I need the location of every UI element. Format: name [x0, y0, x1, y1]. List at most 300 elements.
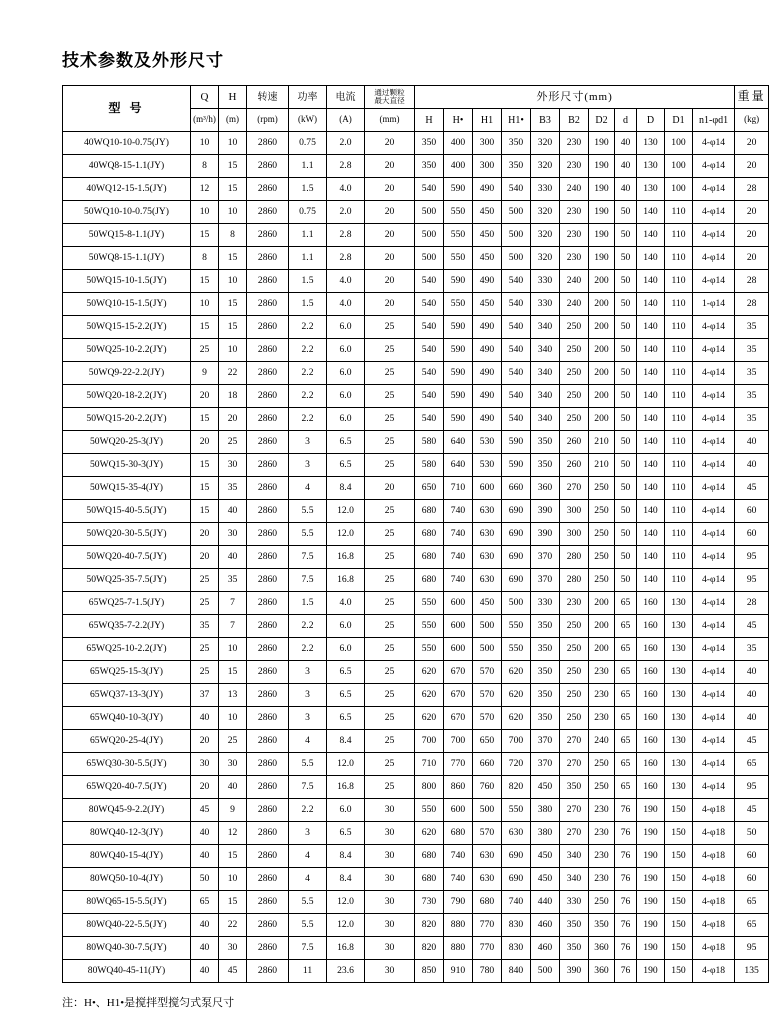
cell-particle: 25: [365, 569, 415, 592]
cell-dim-4: 320: [531, 247, 560, 270]
table-row: [63, 270, 769, 293]
cell-dim-5: 250: [560, 707, 589, 730]
cell-h: 10: [219, 707, 247, 730]
cell-h: 15: [219, 845, 247, 868]
table-row: [63, 132, 769, 155]
cell-weight: 28: [735, 592, 769, 615]
cell-dim-7: 50: [615, 270, 637, 293]
cell-particle: 25: [365, 454, 415, 477]
cell-h: 10: [219, 339, 247, 362]
cell-dim-10: 4-φ18: [693, 891, 735, 914]
cell-dim-10: 4-φ14: [693, 408, 735, 431]
cell-weight: 35: [735, 362, 769, 385]
cell-dim-5: 250: [560, 684, 589, 707]
cell-dim-1: 710: [444, 477, 473, 500]
cell-dim-8: 190: [637, 891, 665, 914]
cell-dim-2: 490: [473, 408, 502, 431]
cell-dim-4: 380: [531, 799, 560, 822]
cell-q: 20: [191, 385, 219, 408]
cell-dim-2: 490: [473, 178, 502, 201]
table-row: [63, 201, 769, 224]
cell-dim-8: 190: [637, 937, 665, 960]
cell-dim-4: 320: [531, 132, 560, 155]
cell-current: 12.0: [327, 914, 365, 937]
cell-current: 6.5: [327, 822, 365, 845]
cell-dim-7: 50: [615, 247, 637, 270]
cell-weight: 95: [735, 546, 769, 569]
cell-weight: 35: [735, 408, 769, 431]
table-row: [63, 523, 769, 546]
cell-model: 65WQ20-40-7.5(JY): [63, 776, 191, 799]
cell-h: 10: [219, 132, 247, 155]
cell-dim-8: 140: [637, 408, 665, 431]
cell-dim-1: 670: [444, 707, 473, 730]
cell-dim-0: 680: [415, 523, 444, 546]
table-row: [63, 546, 769, 569]
cell-dim-5: 230: [560, 224, 589, 247]
cell-weight: 45: [735, 799, 769, 822]
cell-dim-0: 540: [415, 339, 444, 362]
cell-dim-7: 50: [615, 385, 637, 408]
cell-dim-3: 350: [502, 155, 531, 178]
cell-q: 20: [191, 546, 219, 569]
dim-col-d2: D2: [589, 109, 615, 132]
cell-dim-10: 4-φ14: [693, 500, 735, 523]
cell-current: 6.0: [327, 339, 365, 362]
cell-dim-10: 4-φ18: [693, 822, 735, 845]
cell-dim-8: 160: [637, 753, 665, 776]
cell-h: 30: [219, 937, 247, 960]
cell-dim-1: 400: [444, 155, 473, 178]
cell-dim-5: 250: [560, 661, 589, 684]
cell-dim-10: 4-φ14: [693, 339, 735, 362]
table-row: [63, 707, 769, 730]
cell-dim-0: 550: [415, 615, 444, 638]
cell-dim-5: 230: [560, 592, 589, 615]
cell-dim-5: 280: [560, 569, 589, 592]
cell-dim-5: 330: [560, 891, 589, 914]
cell-dim-4: 350: [531, 661, 560, 684]
cell-dim-5: 250: [560, 339, 589, 362]
cell-dim-7: 50: [615, 201, 637, 224]
cell-dim-8: 140: [637, 270, 665, 293]
cell-dim-3: 540: [502, 178, 531, 201]
cell-dim-5: 260: [560, 454, 589, 477]
cell-particle: 25: [365, 638, 415, 661]
cell-model: 50WQ15-35-4(JY): [63, 477, 191, 500]
cell-model: 50WQ15-10-1.5(JY): [63, 270, 191, 293]
cell-power: 7.5: [289, 546, 327, 569]
cell-dim-9: 150: [665, 822, 693, 845]
cell-power: 7.5: [289, 569, 327, 592]
cell-dim-3: 820: [502, 776, 531, 799]
cell-dim-7: 65: [615, 707, 637, 730]
cell-particle: 25: [365, 339, 415, 362]
cell-weight: 45: [735, 477, 769, 500]
cell-dim-7: 65: [615, 592, 637, 615]
cell-q: 9: [191, 362, 219, 385]
cell-model: 50WQ25-10-2.2(JY): [63, 339, 191, 362]
cell-power: 2.2: [289, 362, 327, 385]
cell-model: 50WQ20-40-7.5(JY): [63, 546, 191, 569]
cell-dim-0: 620: [415, 661, 444, 684]
cell-dim-7: 50: [615, 293, 637, 316]
cell-speed: 2860: [247, 362, 289, 385]
cell-dim-5: 280: [560, 546, 589, 569]
cell-model: 65WQ30-30-5.5(JY): [63, 753, 191, 776]
cell-particle: 20: [365, 247, 415, 270]
cell-dim-6: 200: [589, 615, 615, 638]
dim-col-b2: B2: [560, 109, 589, 132]
cell-current: 12.0: [327, 891, 365, 914]
cell-current: 6.5: [327, 684, 365, 707]
cell-dim-4: 460: [531, 914, 560, 937]
cell-dim-1: 770: [444, 753, 473, 776]
cell-dim-0: 580: [415, 454, 444, 477]
cell-dim-8: 130: [637, 155, 665, 178]
table-row: [63, 362, 769, 385]
cell-dim-1: 590: [444, 362, 473, 385]
cell-q: 15: [191, 408, 219, 431]
cell-power: 7.5: [289, 776, 327, 799]
cell-dim-4: 390: [531, 500, 560, 523]
col-header-particle: [365, 86, 415, 109]
cell-dim-3: 740: [502, 891, 531, 914]
cell-dim-2: 450: [473, 247, 502, 270]
cell-q: 40: [191, 822, 219, 845]
cell-q: 40: [191, 707, 219, 730]
cell-dim-8: 160: [637, 776, 665, 799]
cell-speed: 2860: [247, 845, 289, 868]
cell-particle: 25: [365, 776, 415, 799]
cell-dim-10: 4-φ14: [693, 477, 735, 500]
cell-dim-1: 550: [444, 224, 473, 247]
cell-model: 65WQ20-25-4(JY): [63, 730, 191, 753]
cell-particle: 25: [365, 362, 415, 385]
cell-h: 35: [219, 477, 247, 500]
cell-power: 4: [289, 477, 327, 500]
cell-weight: 20: [735, 201, 769, 224]
cell-dim-8: 140: [637, 316, 665, 339]
cell-model: 50WQ8-15-1.1(JY): [63, 247, 191, 270]
cell-h: 15: [219, 247, 247, 270]
cell-weight: 135: [735, 960, 769, 983]
cell-power: 2.2: [289, 339, 327, 362]
cell-dim-2: 570: [473, 684, 502, 707]
table-row: [63, 914, 769, 937]
cell-dim-5: 240: [560, 178, 589, 201]
cell-dim-2: 630: [473, 845, 502, 868]
cell-dim-1: 600: [444, 799, 473, 822]
cell-dim-8: 190: [637, 845, 665, 868]
cell-dim-3: 690: [502, 868, 531, 891]
cell-dim-7: 65: [615, 638, 637, 661]
cell-speed: 2860: [247, 339, 289, 362]
cell-dim-10: 4-φ14: [693, 155, 735, 178]
col-header-dimensions: 外形尺寸(mm): [415, 86, 735, 109]
cell-dim-5: 340: [560, 868, 589, 891]
cell-dim-7: 50: [615, 477, 637, 500]
table-row: [63, 592, 769, 615]
cell-weight: 20: [735, 132, 769, 155]
table-row: [63, 155, 769, 178]
cell-dim-8: 190: [637, 914, 665, 937]
cell-weight: 65: [735, 891, 769, 914]
cell-dim-6: 190: [589, 201, 615, 224]
cell-dim-8: 140: [637, 523, 665, 546]
cell-model: 50WQ15-8-1.1(JY): [63, 224, 191, 247]
cell-q: 15: [191, 224, 219, 247]
cell-dim-8: 140: [637, 454, 665, 477]
cell-h: 18: [219, 385, 247, 408]
cell-dim-0: 500: [415, 201, 444, 224]
table-row: [63, 730, 769, 753]
cell-dim-6: 230: [589, 822, 615, 845]
cell-dim-1: 880: [444, 914, 473, 937]
cell-weight: 28: [735, 293, 769, 316]
cell-h: 9: [219, 799, 247, 822]
cell-dim-8: 140: [637, 224, 665, 247]
cell-dim-2: 770: [473, 937, 502, 960]
cell-model: 80WQ65-15-5.5(JY): [63, 891, 191, 914]
cell-dim-10: 4-φ14: [693, 776, 735, 799]
cell-current: 8.4: [327, 845, 365, 868]
cell-dim-8: 190: [637, 868, 665, 891]
cell-dim-4: 330: [531, 293, 560, 316]
cell-particle: 30: [365, 914, 415, 937]
cell-dim-9: 150: [665, 914, 693, 937]
unit-speed: (rpm): [247, 109, 289, 132]
cell-dim-4: 330: [531, 270, 560, 293]
cell-speed: 2860: [247, 707, 289, 730]
cell-dim-9: 130: [665, 753, 693, 776]
cell-dim-5: 230: [560, 132, 589, 155]
cell-q: 35: [191, 615, 219, 638]
particle-label-line1: 通过颗粒: [374, 87, 405, 97]
cell-dim-4: 380: [531, 822, 560, 845]
cell-dim-3: 620: [502, 661, 531, 684]
cell-dim-5: 350: [560, 914, 589, 937]
cell-weight: 95: [735, 776, 769, 799]
cell-dim-9: 110: [665, 431, 693, 454]
cell-dim-4: 340: [531, 339, 560, 362]
cell-dim-9: 110: [665, 546, 693, 569]
cell-dim-10: 4-φ14: [693, 684, 735, 707]
cell-dim-9: 110: [665, 201, 693, 224]
cell-dim-5: 250: [560, 408, 589, 431]
cell-dim-2: 500: [473, 799, 502, 822]
cell-dim-1: 860: [444, 776, 473, 799]
cell-h: 25: [219, 730, 247, 753]
cell-h: 15: [219, 316, 247, 339]
cell-q: 15: [191, 270, 219, 293]
cell-current: 6.5: [327, 454, 365, 477]
cell-dim-7: 50: [615, 224, 637, 247]
dim-col-d1: D1: [665, 109, 693, 132]
cell-dim-2: 300: [473, 132, 502, 155]
unit-power: (kW): [289, 109, 327, 132]
cell-h: 13: [219, 684, 247, 707]
cell-q: 37: [191, 684, 219, 707]
cell-dim-0: 800: [415, 776, 444, 799]
cell-dim-9: 110: [665, 293, 693, 316]
cell-dim-6: 240: [589, 730, 615, 753]
cell-dim-0: 680: [415, 569, 444, 592]
cell-weight: 40: [735, 661, 769, 684]
cell-dim-7: 76: [615, 960, 637, 983]
cell-dim-2: 770: [473, 914, 502, 937]
cell-dim-2: 490: [473, 270, 502, 293]
cell-q: 25: [191, 569, 219, 592]
cell-dim-6: 250: [589, 569, 615, 592]
cell-dim-0: 540: [415, 362, 444, 385]
cell-dim-6: 230: [589, 661, 615, 684]
table-row: [63, 868, 769, 891]
table-row: [63, 385, 769, 408]
cell-dim-1: 590: [444, 408, 473, 431]
cell-h: 30: [219, 523, 247, 546]
cell-model: 40WQ12-15-1.5(JY): [63, 178, 191, 201]
cell-dim-1: 740: [444, 569, 473, 592]
cell-dim-2: 300: [473, 155, 502, 178]
cell-dim-9: 110: [665, 408, 693, 431]
cell-speed: 2860: [247, 638, 289, 661]
cell-speed: 2860: [247, 868, 289, 891]
cell-dim-8: 190: [637, 822, 665, 845]
cell-q: 10: [191, 201, 219, 224]
cell-h: 40: [219, 546, 247, 569]
cell-particle: 25: [365, 523, 415, 546]
cell-dim-0: 680: [415, 546, 444, 569]
cell-dim-5: 230: [560, 201, 589, 224]
cell-speed: 2860: [247, 523, 289, 546]
cell-dim-1: 700: [444, 730, 473, 753]
cell-dim-2: 630: [473, 500, 502, 523]
cell-dim-6: 190: [589, 247, 615, 270]
cell-h: 20: [219, 408, 247, 431]
cell-dim-10: 4-φ14: [693, 270, 735, 293]
cell-dim-6: 250: [589, 500, 615, 523]
unit-q: (m³/h): [191, 109, 219, 132]
cell-power: 3: [289, 822, 327, 845]
cell-dim-10: 4-φ14: [693, 454, 735, 477]
cell-current: 6.0: [327, 362, 365, 385]
cell-speed: 2860: [247, 799, 289, 822]
col-header-power: 功率: [289, 86, 327, 109]
cell-model: 80WQ40-12-3(JY): [63, 822, 191, 845]
cell-current: 4.0: [327, 293, 365, 316]
cell-dim-3: 690: [502, 546, 531, 569]
cell-dim-10: 4-φ14: [693, 707, 735, 730]
cell-dim-9: 110: [665, 224, 693, 247]
unit-weight: (kg): [735, 109, 769, 132]
cell-speed: 2860: [247, 408, 289, 431]
cell-dim-8: 140: [637, 569, 665, 592]
cell-dim-3: 350: [502, 132, 531, 155]
cell-h: 7: [219, 592, 247, 615]
cell-dim-0: 730: [415, 891, 444, 914]
cell-dim-6: 190: [589, 224, 615, 247]
cell-dim-1: 600: [444, 592, 473, 615]
cell-dim-3: 540: [502, 270, 531, 293]
cell-current: 12.0: [327, 523, 365, 546]
dim-col-b3: B3: [531, 109, 560, 132]
cell-dim-10: 4-φ14: [693, 132, 735, 155]
cell-h: 25: [219, 431, 247, 454]
cell-current: 16.8: [327, 569, 365, 592]
cell-current: 23.6: [327, 960, 365, 983]
cell-dim-7: 76: [615, 891, 637, 914]
cell-power: 1.1: [289, 224, 327, 247]
cell-dim-9: 150: [665, 960, 693, 983]
cell-power: 0.75: [289, 201, 327, 224]
cell-dim-3: 550: [502, 615, 531, 638]
cell-dim-10: 4-φ14: [693, 316, 735, 339]
cell-model: 40WQ8-15-1.1(JY): [63, 155, 191, 178]
cell-particle: 25: [365, 408, 415, 431]
cell-dim-10: 4-φ14: [693, 523, 735, 546]
cell-current: 6.0: [327, 615, 365, 638]
col-header-q: Q: [191, 86, 219, 109]
cell-power: 5.5: [289, 914, 327, 937]
cell-dim-0: 500: [415, 224, 444, 247]
cell-dim-10: 4-φ18: [693, 937, 735, 960]
cell-q: 20: [191, 730, 219, 753]
cell-dim-9: 130: [665, 730, 693, 753]
cell-dim-4: 350: [531, 431, 560, 454]
cell-dim-7: 50: [615, 339, 637, 362]
cell-dim-7: 50: [615, 523, 637, 546]
cell-model: 65WQ25-7-1.5(JY): [63, 592, 191, 615]
cell-dim-6: 250: [589, 891, 615, 914]
cell-current: 4.0: [327, 178, 365, 201]
cell-dim-1: 740: [444, 868, 473, 891]
cell-current: 6.0: [327, 385, 365, 408]
table-row: [63, 316, 769, 339]
cell-dim-0: 580: [415, 431, 444, 454]
cell-dim-2: 630: [473, 523, 502, 546]
cell-speed: 2860: [247, 178, 289, 201]
cell-weight: 45: [735, 615, 769, 638]
cell-dim-5: 300: [560, 523, 589, 546]
cell-dim-5: 350: [560, 937, 589, 960]
cell-speed: 2860: [247, 753, 289, 776]
cell-dim-6: 360: [589, 937, 615, 960]
cell-dim-1: 740: [444, 546, 473, 569]
cell-dim-4: 450: [531, 845, 560, 868]
cell-weight: 35: [735, 316, 769, 339]
cell-dim-8: 190: [637, 960, 665, 983]
cell-power: 5.5: [289, 500, 327, 523]
cell-speed: 2860: [247, 684, 289, 707]
cell-weight: 35: [735, 339, 769, 362]
cell-speed: 2860: [247, 247, 289, 270]
cell-dim-10: 4-φ14: [693, 546, 735, 569]
cell-h: 30: [219, 454, 247, 477]
cell-dim-1: 740: [444, 523, 473, 546]
cell-particle: 30: [365, 937, 415, 960]
cell-dim-5: 350: [560, 776, 589, 799]
cell-dim-3: 540: [502, 385, 531, 408]
cell-q: 15: [191, 477, 219, 500]
cell-weight: 20: [735, 155, 769, 178]
cell-dim-4: 320: [531, 155, 560, 178]
cell-speed: 2860: [247, 615, 289, 638]
cell-weight: 40: [735, 431, 769, 454]
cell-dim-7: 76: [615, 822, 637, 845]
cell-dim-4: 370: [531, 753, 560, 776]
cell-dim-9: 150: [665, 799, 693, 822]
